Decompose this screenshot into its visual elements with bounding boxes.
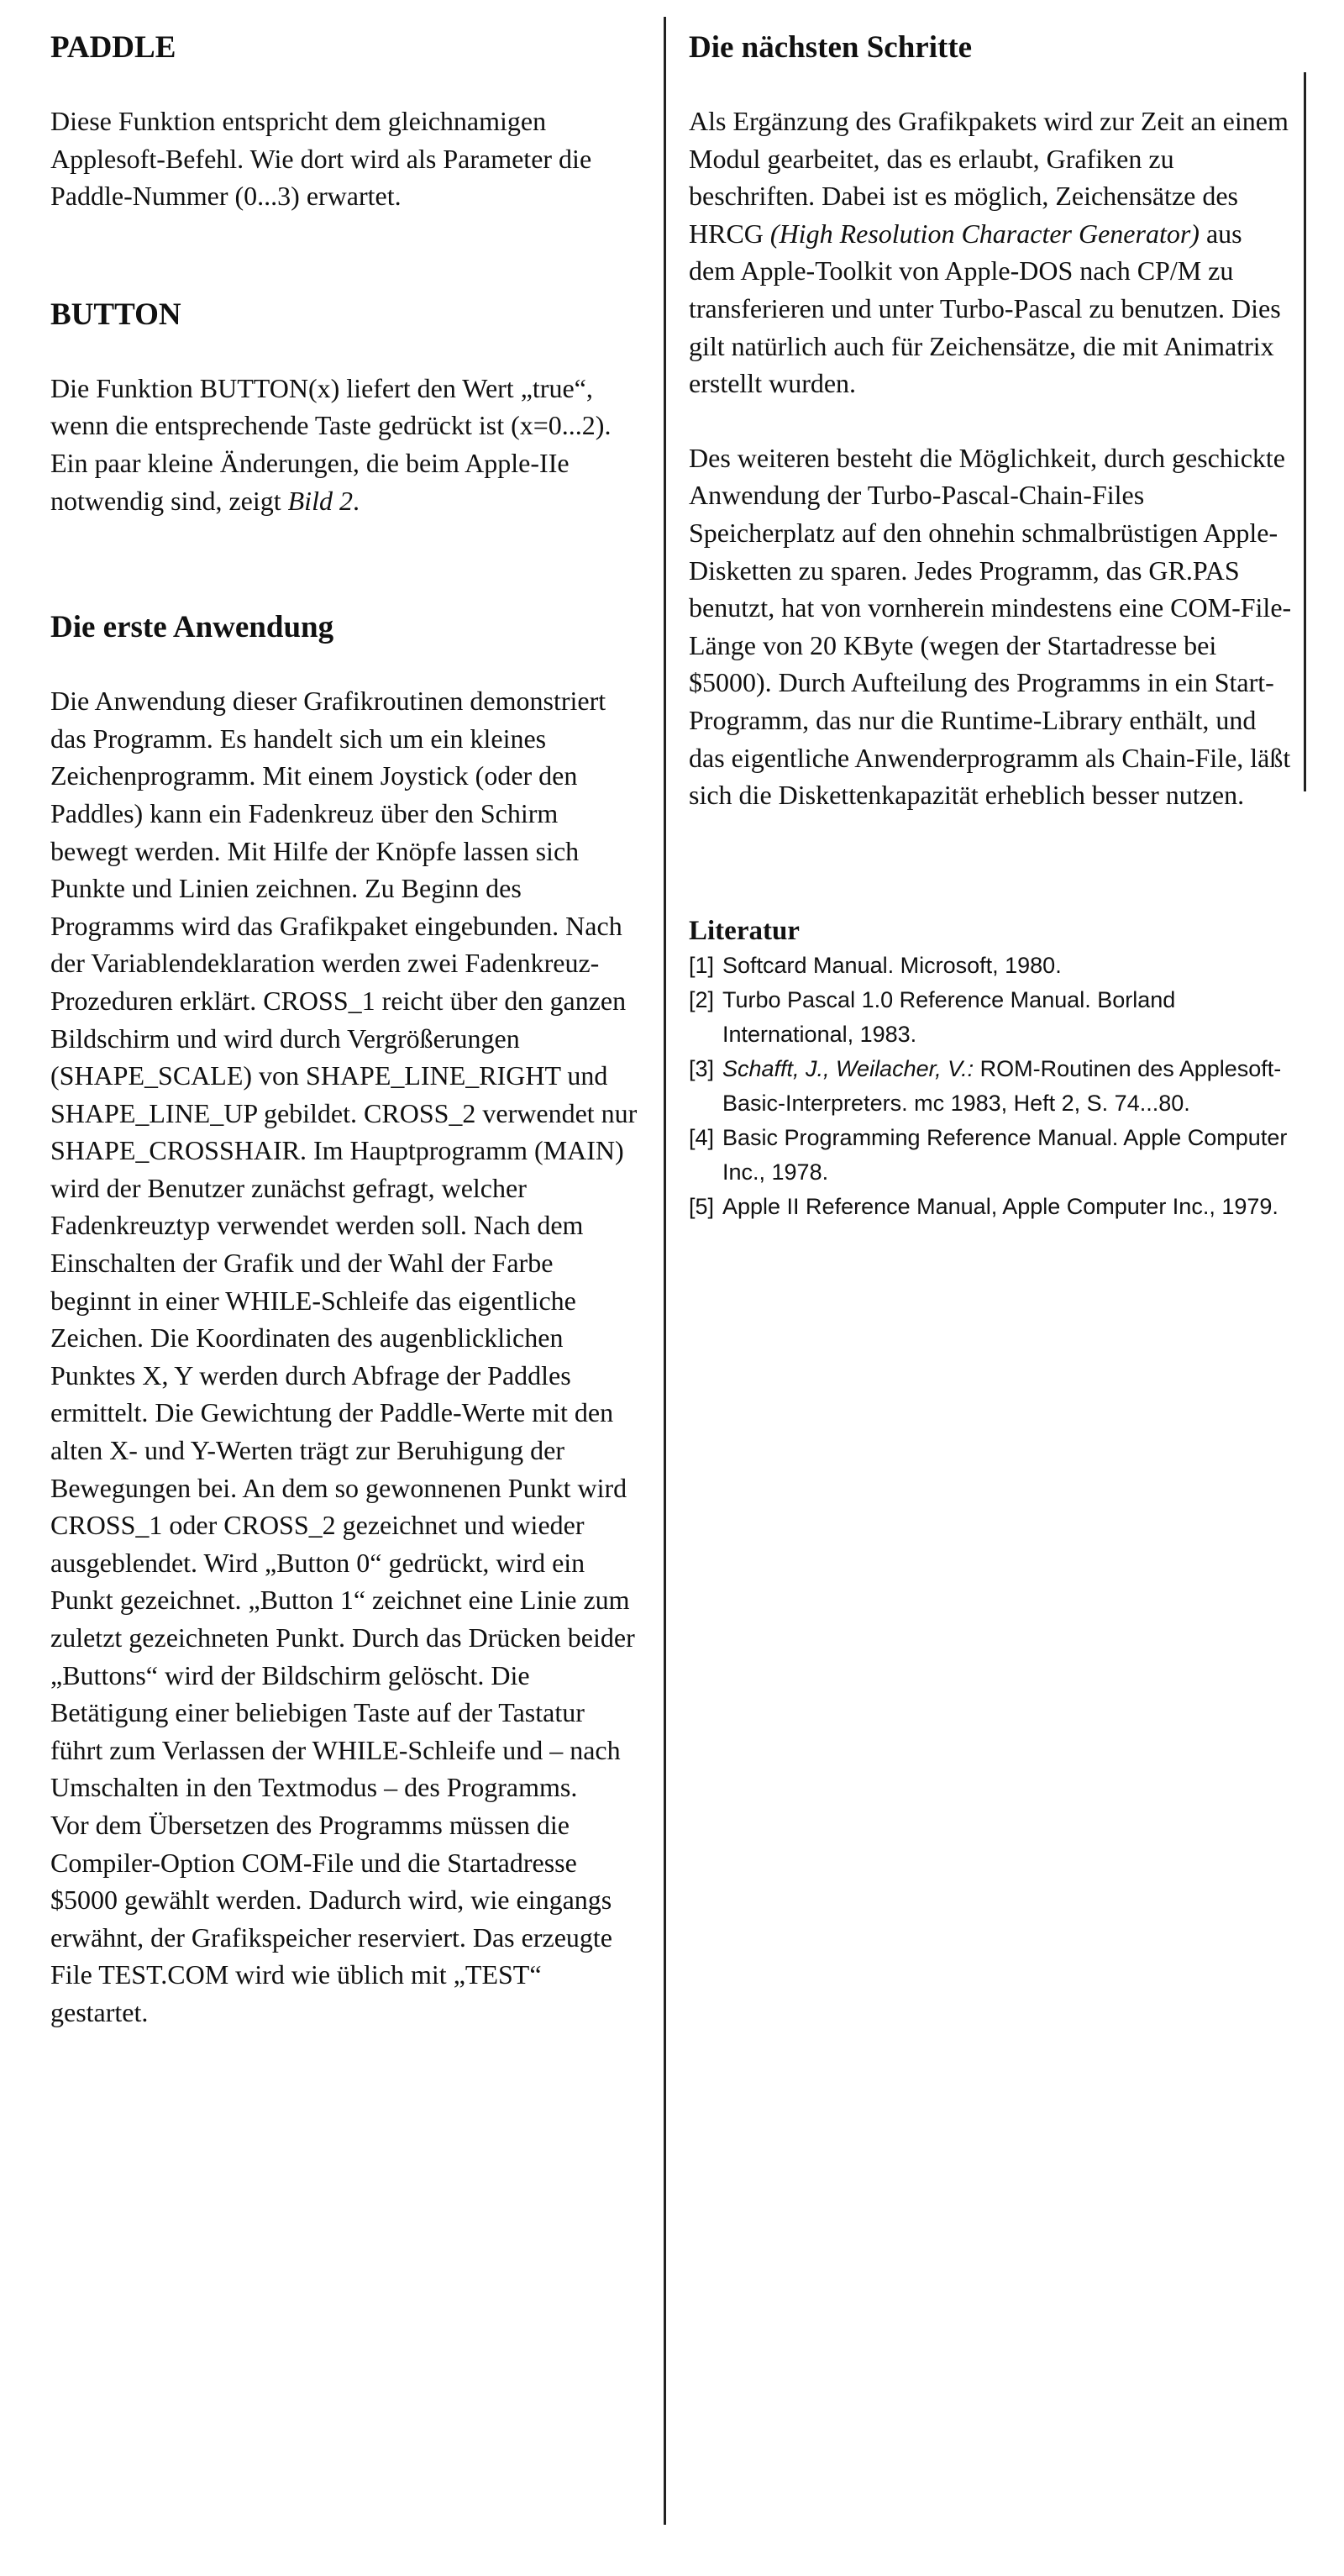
reference-item: [5] Apple II Reference Manual, Apple Computer Inc., 1979.	[689, 1193, 1278, 1219]
first-app-text: Die Anwendung dieser Grafikroutinen demonstriert das Programm. Es handelt sich um ein kleines Zeichenprogramm. Mit einem Joystick (oder den Paddles) kann ein Fadenkreuz über den Schirm bewegt werden. Mit Hilfe der Knöpfe lassen sich Punkte und Linien zeichnen. Zu Beginn des Programms wird das Grafikpaket eingebunden. Nach der Variablendeklaration werden zwei Fadenkreuz-Prozeduren erklärt. CROSS_1 reicht über den ganzen Bildschirm und wird durch Vergrößerungen (SHAPE_SCALE) von SHAPE_LINE_RIGHT und SHAPE_LINE_UP gebildet. CROSS_2 verwendet nur SHAPE_CROSSHAIR. Im Hauptprogramm (MAIN) wird der Benutzer zunächst gefragt, welcher Fadenkreuztyp verwendet werden soll. Nach dem Einschalten der Grafik und der Wahl der Farbe beginnt in einer WHILE-Schleife das eigentliche Zeichen. Die Koordinaten des augenblicklichen Punktes X, Y werden durch Abfrage der Paddles ermittelt. Die Gewichtung der Paddle-Werte mit den alten X- und Y-Werten trägt zur Beruhigung der Bewegungen bei. An dem so gewonnenen Punkt wird CROSS_1 oder CROSS_2 gezeichnet und wieder ausgeblendet. Wird „Button 0“ gedrückt, wird ein Punkt gezeichnet. „Button 1“ zeichnet eine Linie zum zuletzt gezeichneten Punkt. Durch das Drücken beider „Buttons“ wird der Bildschirm gelöscht. Die Betätigung einer beliebigen Taste auf der Tastatur führt zum Verlassen der WHILE-Schleife und – nach Umschalten in den Textmodus – des Programms.	[50, 686, 638, 1803]
next-steps-text-2: Des weiteren besteht die Möglichkeit, durch geschickte Anwendung der Turbo-Pascal-Chain-Files Speicherplatz auf den ohnehin schmalbrüstigen Apple-Disketten zu sparen. Jedes Programm, das GR.PAS benutzt, hat von vornherein mindestens eine COM-File-Länge von 20 KByte (wegen der Startadresse bei $5000). Durch Aufteilung des Programms in ein Start-Programm, das nur die Runtime-Library enthält, und das eigentliche Anwenderprogramm als Chain-File, läßt sich die Diskettenkapazität erheblich besser nutzen.	[689, 442, 1292, 811]
reference-item: [3] Schafft, J., Weilacher, V.: ROM-Routinen des Applesoft-Basic-Interpreters. mc 1983, Heft 2, S. 74...80.	[689, 1055, 1282, 1116]
paddle-text: Diese Funktion entspricht dem gleichnamigen Applesoft-Befehl. Wie dort wird als Parameter die Paddle-Nummer (0...3) erwartet.	[50, 106, 592, 212]
reference-item: [4] Basic Programming Reference Manual. Apple Computer Inc., 1978.	[689, 1124, 1288, 1185]
button-heading: BUTTON	[50, 297, 181, 332]
paddle-heading: PADDLE	[50, 30, 176, 65]
left-column	[50, 0, 638, 2032]
next-steps-heading: Die nächsten Schritte	[689, 30, 973, 65]
reference-list	[689, 949, 1294, 1224]
figure-reference: Bild 2	[287, 485, 353, 516]
reference-item: [1] Softcard Manual. Microsoft, 1980.	[689, 952, 1062, 978]
right-column-border	[1304, 72, 1306, 791]
right-column	[689, 0, 1294, 1224]
first-app-text-2: Vor dem Übersetzen des Programms müssen die Compiler-Option COM-File und die Startadresse $5000 gewählt werden. Dadurch wird, wie eingangs erwähnt, der Grafikspeicher reserviert. Das erzeugte File TEST.COM wird wie üblich mit „TEST“ gestartet.	[50, 1809, 612, 2027]
button-text-2: Ein paar kleine Änderungen, die beim Apple-IIe notwendig sind, zeigt Bild 2.	[50, 447, 570, 516]
next-steps-text-1: Als Ergänzung des Grafikpakets wird zur Zeit an einem Modul gearbeitet, das es erlaubt, Grafiken zu beschriften. Dabei ist es möglich, Zeichensätze des HRCG (High Resolution Character Generator) aus dem Apple-Toolkit von Apple-DOS nach CP/M zu transferieren und unter Turbo-Pascal zu benutzen. Dies gilt natürlich auch für Zeichensätze, die mit Animatrix erstellt wurden.	[689, 106, 1289, 399]
column-divider	[664, 17, 666, 2525]
reference-item: [2] Turbo Pascal 1.0 Reference Manual. Borland International, 1983.	[689, 986, 1176, 1047]
literature-heading: Literatur	[689, 915, 800, 946]
first-app-heading: Die erste Anwendung	[50, 610, 334, 645]
button-text: Die Funktion BUTTON(x) liefert den Wert „true“, wenn die entsprechende Taste gedrückt ist (x=0...2).	[50, 372, 612, 441]
